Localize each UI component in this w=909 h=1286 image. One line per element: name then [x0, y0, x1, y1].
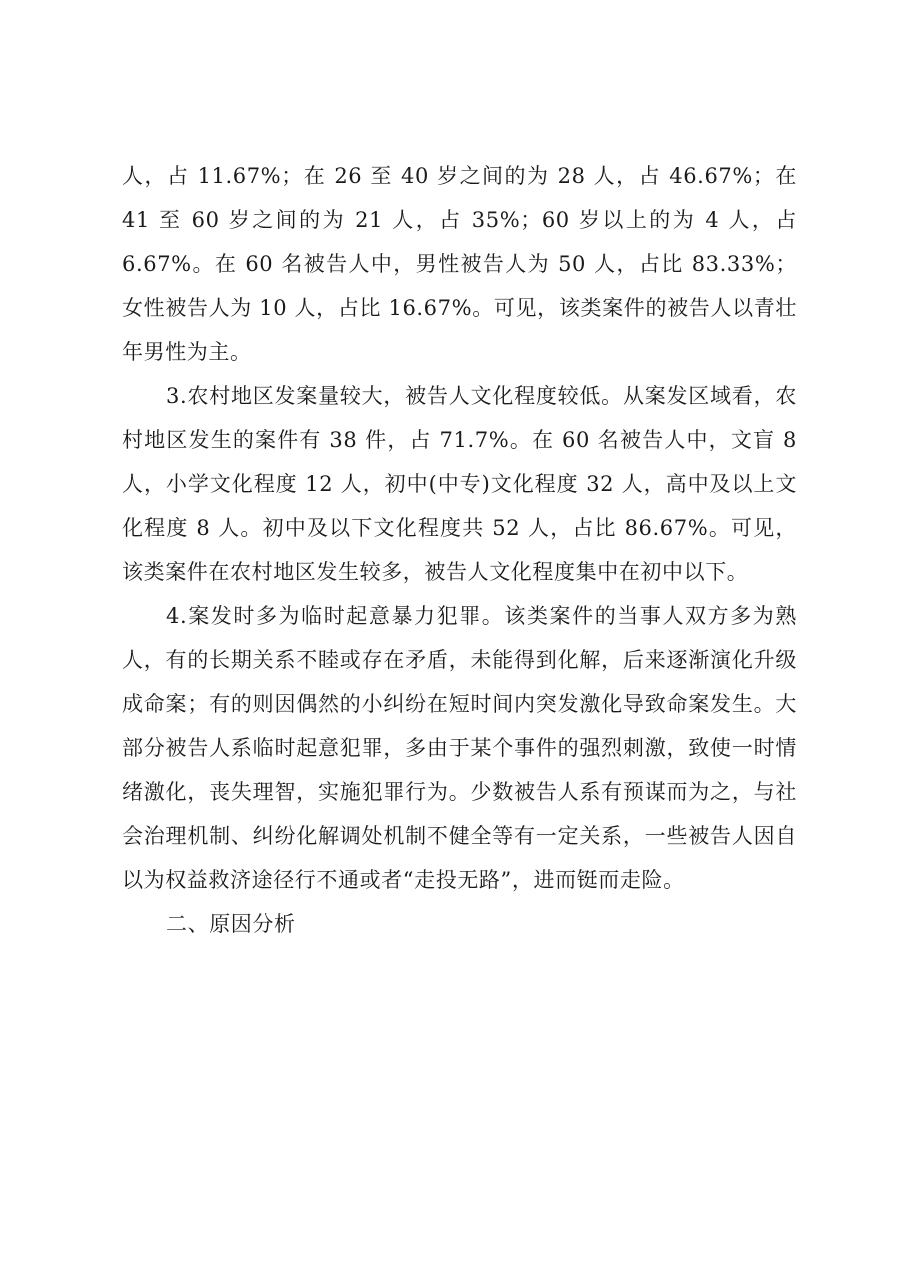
paragraph-impulsive-crime: 4.案发时多为临时起意暴力犯罪。该类案件的当事人双方多为熟人，有的长期关系不睦或存在矛盾，未能得到化解，后来逐渐演化升级成命案；有的则因偶然的小纠纷在短时间内突发激化导致命案发生。大部分被告人系临时起意犯罪，多由于某个事件的强烈刺激，致使一时情绪激化，丧失理智，实施犯罪行为。少数被告人系有预谋而为之，与社会治理机制、纠纷化解调处机制不健全等有一定关系，一些被告人因自以为权益救济途径行不通或者“走投无路”，进而铤而走险。: [122, 604, 797, 892]
paragraph-rural-education: 3.农村地区发案量较大，被告人文化程度较低。从案发区域看，农村地区发生的案件有 38 件，占 71.7%。在 60 名被告人中，文盲 8 人，小学文化程度 12 人，初中(中专)文化程度 32 人，高中及以上文化程度 8 人。初中及以下文化程度共 52 人，占比 86.67%。可见，该类案件在农村地区发生较多，被告人文化程度集中在初中以下。: [122, 384, 797, 584]
paragraph-demographics: 人，占 11.67%；在 26 至 40 岁之间的为 28 人，占 46.67%；在 41 至 60 岁之间的为 21 人，占 35%；60 岁以上的为 4 人，占 6.67%。在 60 名被告人中，男性被告人为 50 人，占比 83.33%；女性被告人为 10 人，占比 16.67%。可见，该类案件的被告人以青壮年男性为主。: [122, 164, 797, 364]
section-heading-cause-analysis: 二、原因分析: [166, 912, 296, 936]
document-body: [122, 154, 797, 946]
